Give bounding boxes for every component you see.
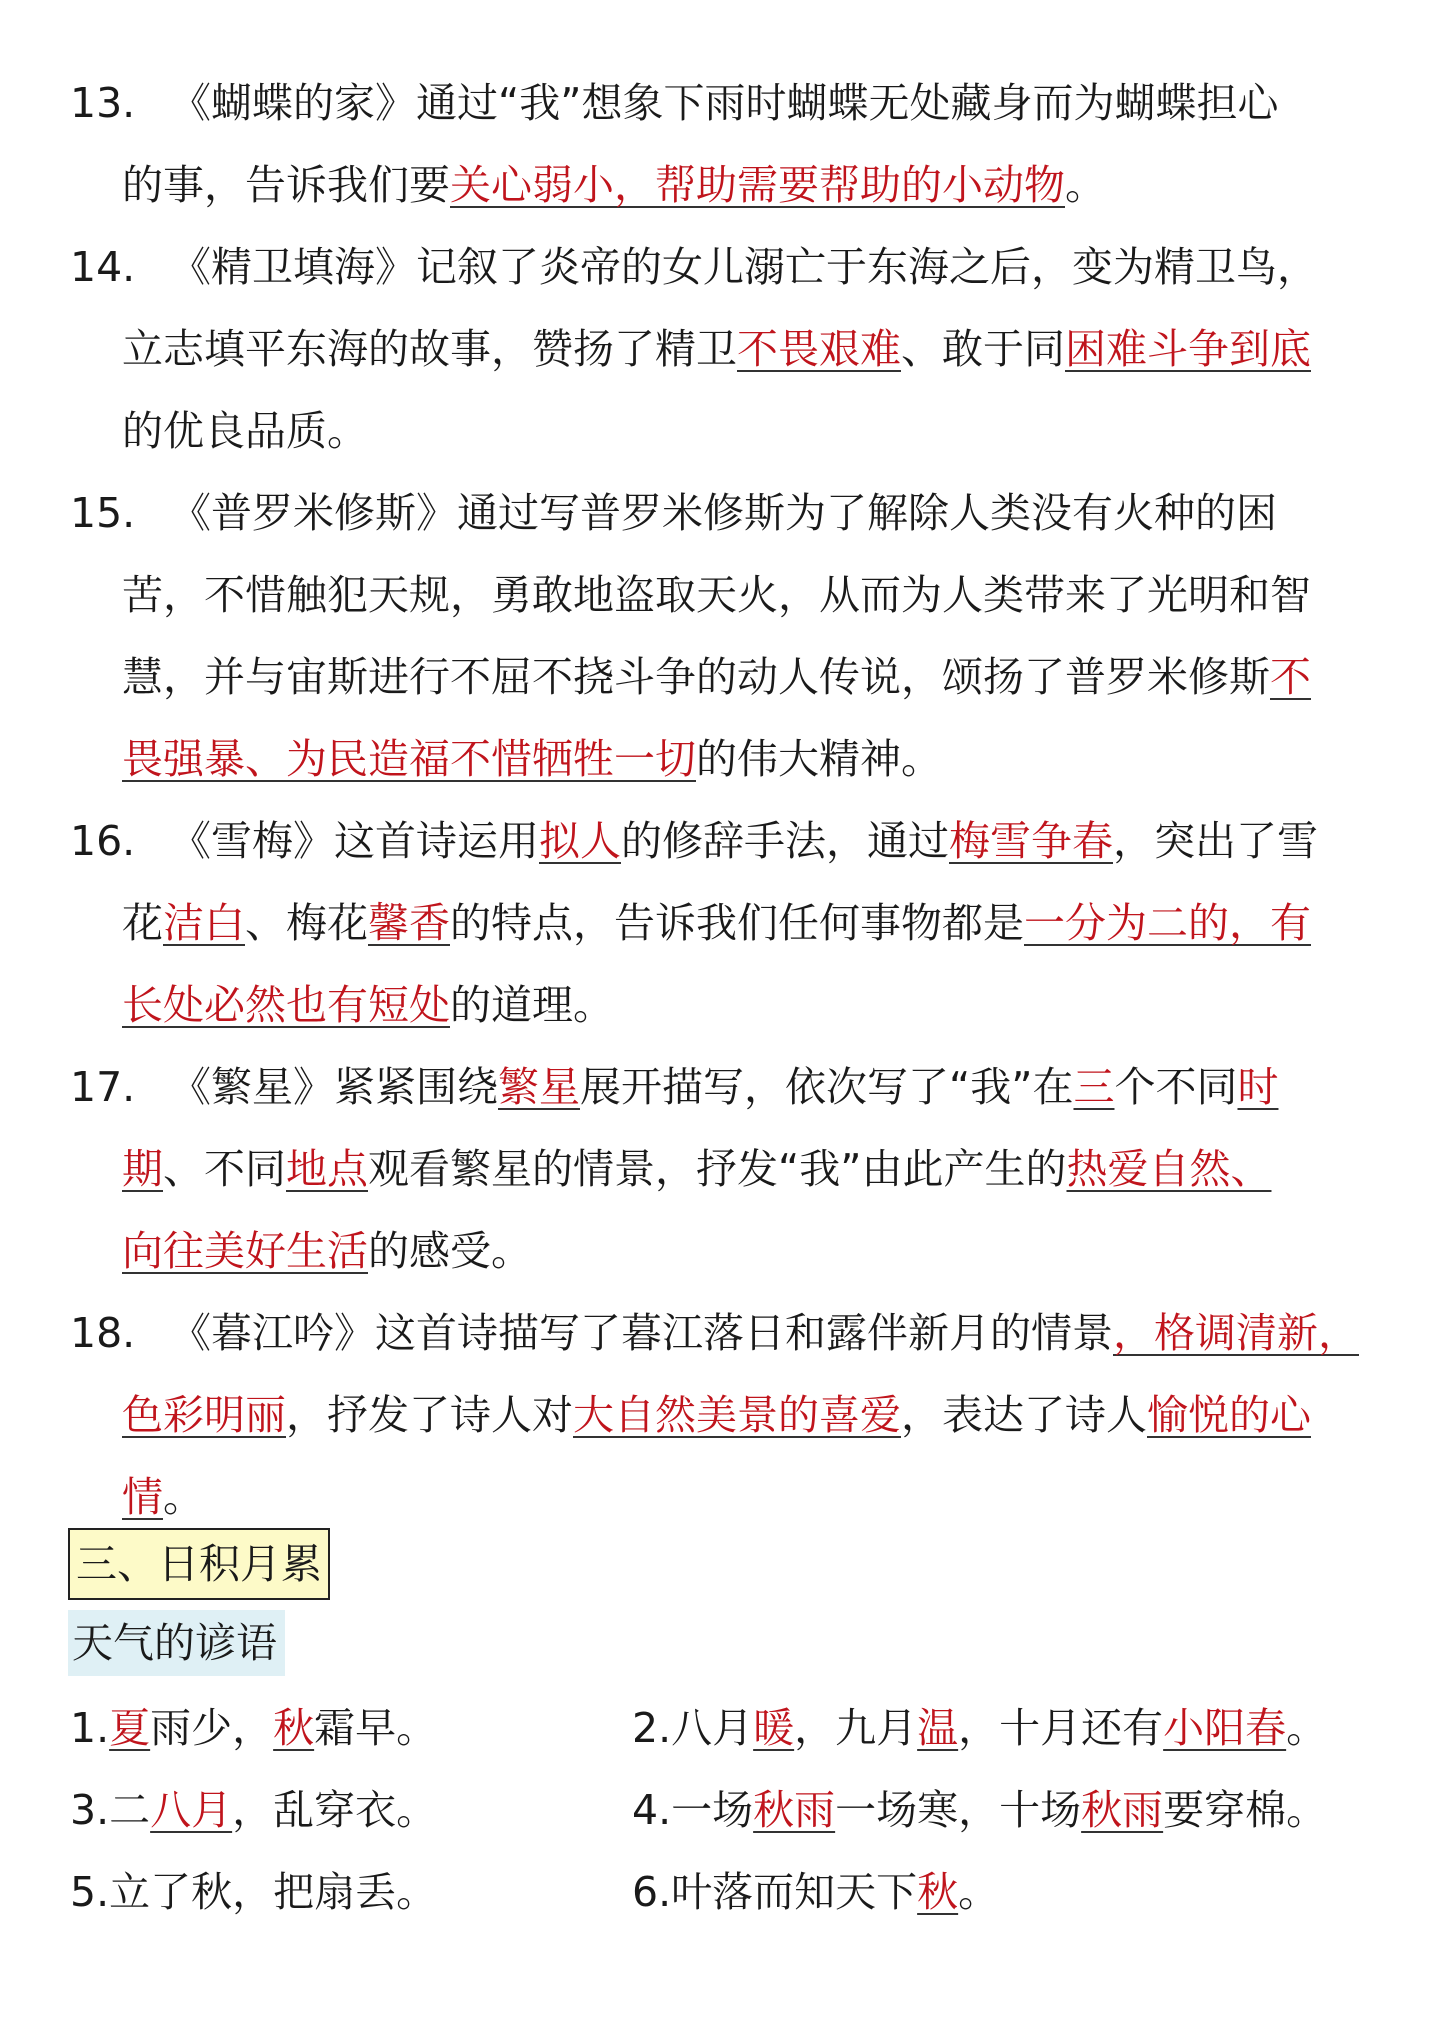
text-run: ，突出了雪: [1113, 817, 1318, 865]
answer-text: 拟人: [539, 817, 621, 865]
item-line: [70, 1046, 1370, 1128]
text-run: 《暮江吟》这首诗描写了暮江落日和露伴新月的情景: [170, 1309, 1113, 1357]
saying-5: [70, 1862, 437, 1922]
text-run: 、敢于同: [901, 325, 1065, 373]
item-number: 13.: [70, 79, 136, 127]
text-run: 、不同: [163, 1145, 286, 1193]
item-line: [70, 800, 1370, 882]
item-17: [70, 1046, 1370, 1292]
answer-text: 一分为二的，有: [1024, 899, 1311, 947]
item-line: [70, 1210, 1370, 1292]
answer-text: 小阳春: [1163, 1704, 1287, 1752]
answer-text: 繁星: [498, 1063, 580, 1111]
item-line: [70, 1374, 1370, 1456]
answer-text: 秋雨: [1081, 1786, 1164, 1834]
text-run: 的事，告诉我们要: [122, 161, 450, 209]
item-line: [70, 62, 1370, 144]
answer-text: 秋: [273, 1704, 315, 1752]
text-run: 观看繁星的情景，抒发“我”由此产生的: [368, 1145, 1067, 1193]
answer-text: 不: [1270, 653, 1311, 701]
item-line: [70, 472, 1370, 554]
item-line: [70, 1292, 1370, 1374]
answer-text: 温: [917, 1704, 959, 1752]
text-run: 个不同: [1114, 1063, 1238, 1111]
answer-text: 愉悦的心: [1147, 1391, 1311, 1439]
item-line: [70, 554, 1370, 636]
text-run: 立志填平东海的故事，赞扬了精卫: [122, 325, 737, 373]
item-line: [70, 636, 1370, 718]
text-run: 。: [958, 1868, 1000, 1916]
text-run: ，乱穿衣。: [232, 1786, 438, 1834]
answer-text: 洁白: [163, 899, 245, 947]
answer-text: ，格调清新，: [1113, 1309, 1359, 1357]
item-14: [70, 226, 1370, 472]
text-run: 2.八月: [632, 1704, 754, 1752]
answer-text: 秋: [917, 1868, 959, 1916]
text-run: 《蝴蝶的家》通过“我”想象下雨时蝴蝶无处藏身而为蝴蝶担心: [170, 79, 1279, 127]
item-number: 16.: [70, 817, 136, 865]
answer-text: 夏: [109, 1704, 151, 1752]
text-run: 一场寒，十场: [835, 1786, 1082, 1834]
item-16: [70, 800, 1370, 1046]
saying-6: [632, 1862, 999, 1922]
text-run: 霜早。: [314, 1704, 438, 1752]
answer-text: 八月: [150, 1786, 233, 1834]
text-run: 3.二: [70, 1786, 151, 1834]
subheading: 天气的谚语: [68, 1610, 285, 1676]
text-run: 《普罗米修斯》通过写普罗米修斯为了解除人类没有火种的困: [170, 489, 1277, 537]
text-run: 的道理。: [450, 981, 614, 1029]
answer-text: 大自然美景的喜爱: [573, 1391, 901, 1439]
text-run: 《精卫填海》记叙了炎帝的女儿溺亡于东海之后，变为精卫鸟，: [170, 243, 1318, 291]
item-line: [70, 964, 1370, 1046]
text-run: 花: [122, 899, 163, 947]
answer-text: 向往美好生活: [122, 1227, 368, 1275]
text-run: 5.立了秋，把扇丢。: [70, 1868, 438, 1916]
text-run: ，九月: [794, 1704, 918, 1752]
answer-text: 时: [1237, 1063, 1279, 1111]
text-run: 、梅花: [245, 899, 368, 947]
text-run: 雨少，: [150, 1704, 274, 1752]
item-number: 15.: [70, 489, 136, 537]
text-run: ，表达了诗人: [901, 1391, 1147, 1439]
text-run: 展开描写，依次写了“我”在: [580, 1063, 1074, 1111]
answer-text: 地点: [286, 1145, 368, 1193]
answer-text: 热爱自然、: [1066, 1145, 1272, 1193]
text-run: 的伟大精神。: [696, 735, 942, 783]
answer-text: 馨香: [368, 899, 450, 947]
text-run: ，抒发了诗人对: [286, 1391, 573, 1439]
item-number: 14.: [70, 243, 136, 291]
answer-text: 情: [122, 1473, 163, 1521]
saying-4: [632, 1780, 1327, 1840]
saying-1: [70, 1698, 437, 1758]
item-line: [70, 1456, 1370, 1538]
item-line: [70, 226, 1370, 308]
saying-3: [70, 1780, 437, 1840]
answer-text: 梅雪争春: [949, 817, 1113, 865]
answer-text: 长处必然也有短处: [122, 981, 450, 1029]
answer-text: 不畏艰难: [737, 325, 901, 373]
item-number: 18.: [70, 1309, 136, 1357]
answer-text: 关心弱小，帮助需要帮助的小动物: [450, 161, 1065, 209]
text-run: 。: [163, 1473, 204, 1521]
text-run: 苦，不惜触犯天规，勇敢地盗取天火，从而为人类带来了光明和智: [122, 571, 1311, 619]
saying-2: [632, 1698, 1327, 1758]
item-line: [70, 1128, 1370, 1210]
text-run: 的特点，告诉我们任何事物都是: [450, 899, 1024, 947]
answer-text: 三: [1073, 1063, 1115, 1111]
text-run: 慧，并与宙斯进行不屈不挠斗争的动人传说，颂扬了普罗米修斯: [122, 653, 1270, 701]
item-18: [70, 1292, 1370, 1538]
text-run: 要穿棉。: [1163, 1786, 1328, 1834]
item-line: [70, 882, 1370, 964]
section-title: 三、日积月累: [68, 1528, 330, 1600]
item-line: [70, 144, 1370, 226]
answer-text: 暖: [753, 1704, 795, 1752]
item-number: 17.: [70, 1063, 136, 1111]
item-line: [70, 390, 1370, 472]
text-run: 1.: [70, 1704, 110, 1752]
answer-text: 畏强暴、为民造福不惜牺牲一切: [122, 735, 696, 783]
item-line: [70, 718, 1370, 800]
text-run: 的修辞手法，通过: [621, 817, 949, 865]
text-run: 。: [1286, 1704, 1328, 1752]
answer-text: 困难斗争到底: [1065, 325, 1311, 373]
text-run: 。: [1065, 161, 1106, 209]
answer-text: 期: [122, 1145, 163, 1193]
text-run: 6.叶落而知天下: [632, 1868, 918, 1916]
item-15: [70, 472, 1370, 800]
item-line: [70, 308, 1370, 390]
text-run: 《雪梅》这首诗运用: [170, 817, 539, 865]
text-run: 的优良品质。: [122, 407, 368, 455]
text-run: 《繁星》紧紧围绕: [170, 1063, 498, 1111]
text-run: 4.一场: [632, 1786, 754, 1834]
text-run: 的感受。: [368, 1227, 532, 1275]
text-run: ，十月还有: [958, 1704, 1164, 1752]
answer-text: 色彩明丽: [122, 1391, 286, 1439]
answer-text: 秋雨: [753, 1786, 836, 1834]
item-13: [70, 62, 1370, 226]
